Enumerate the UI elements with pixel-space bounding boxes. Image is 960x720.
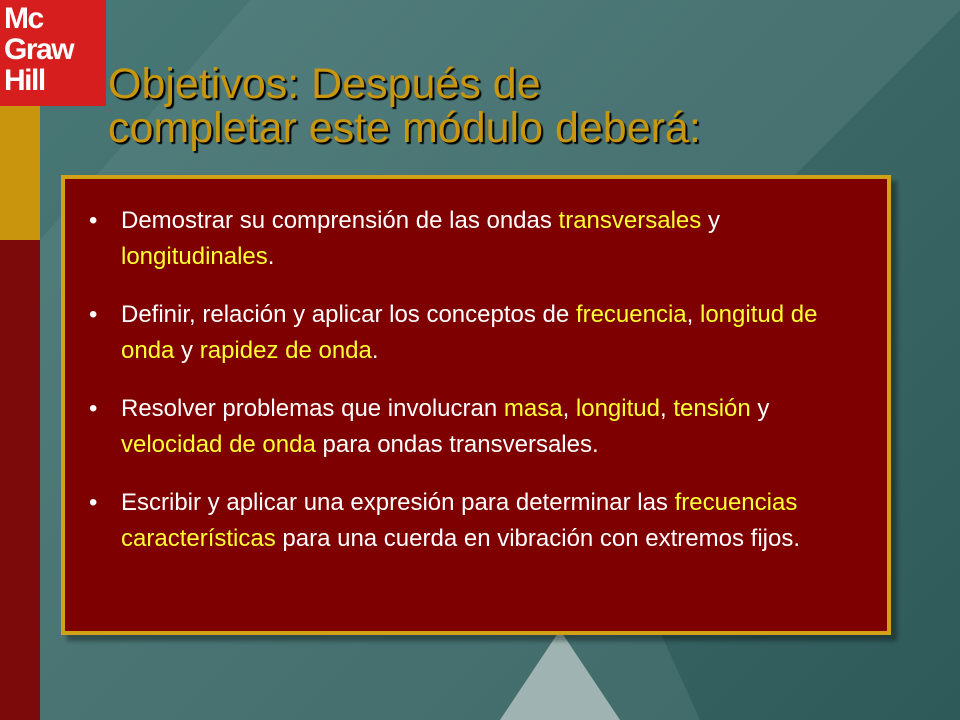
objective-text: Resolver problemas que involucran — [121, 395, 504, 422]
objective-item — [87, 203, 867, 275]
objective-text: Definir, relación y aplicar los conceptos de — [121, 301, 576, 328]
objective-item — [87, 391, 867, 463]
highlighted-term: frecuencia — [575, 301, 687, 328]
objective-text: para ondas transversales. — [315, 431, 599, 458]
highlighted-term: longitud de onda — [121, 301, 818, 364]
highlighted-term: transversales — [558, 207, 702, 234]
highlighted-term: rapidez de onda — [199, 337, 372, 364]
highlighted-term: tensión — [673, 395, 751, 422]
logo-line-2: Graw — [4, 33, 74, 66]
slide-title-line-1: Objetivos: Después de — [108, 60, 541, 108]
highlighted-term: longitud — [575, 395, 660, 422]
mcgraw-hill-logo — [0, 0, 106, 106]
bullet-icon: • — [89, 207, 98, 234]
objective-text: Demostrar su comprensión de las ondas — [121, 207, 559, 234]
objective-text: Escribir y aplicar una expresión para determinar las — [121, 489, 675, 516]
bullet-icon: • — [89, 489, 98, 516]
slide-title-line-2: completar este módulo deberá: — [108, 104, 701, 152]
objective-text: para una cuerda en vibración con extremos fijos. — [275, 525, 801, 552]
bullet-icon: • — [89, 301, 98, 328]
objectives-panel — [61, 175, 891, 635]
objective-text: . — [371, 337, 379, 364]
highlighted-term: masa — [503, 395, 563, 422]
slide-title — [108, 62, 701, 150]
objectives-list — [65, 179, 887, 557]
highlighted-term: velocidad de onda — [121, 431, 316, 458]
highlighted-term: frecuencias características — [121, 489, 798, 552]
objective-text: , — [562, 395, 576, 422]
objective-text: , — [659, 395, 674, 422]
objective-text: y — [701, 207, 720, 234]
objective-item — [87, 297, 867, 369]
logo-line-1: Mc — [4, 2, 43, 35]
objective-text: . — [267, 243, 275, 270]
objective-text: y — [750, 395, 770, 422]
left-accent-bar-red — [0, 240, 40, 720]
objective-text: y — [174, 337, 200, 364]
bullet-icon: • — [89, 395, 98, 422]
objective-item — [87, 485, 867, 557]
logo-line-3: Hill — [4, 64, 45, 97]
highlighted-term: longitudinales — [121, 243, 268, 270]
objective-text: , — [686, 301, 700, 328]
